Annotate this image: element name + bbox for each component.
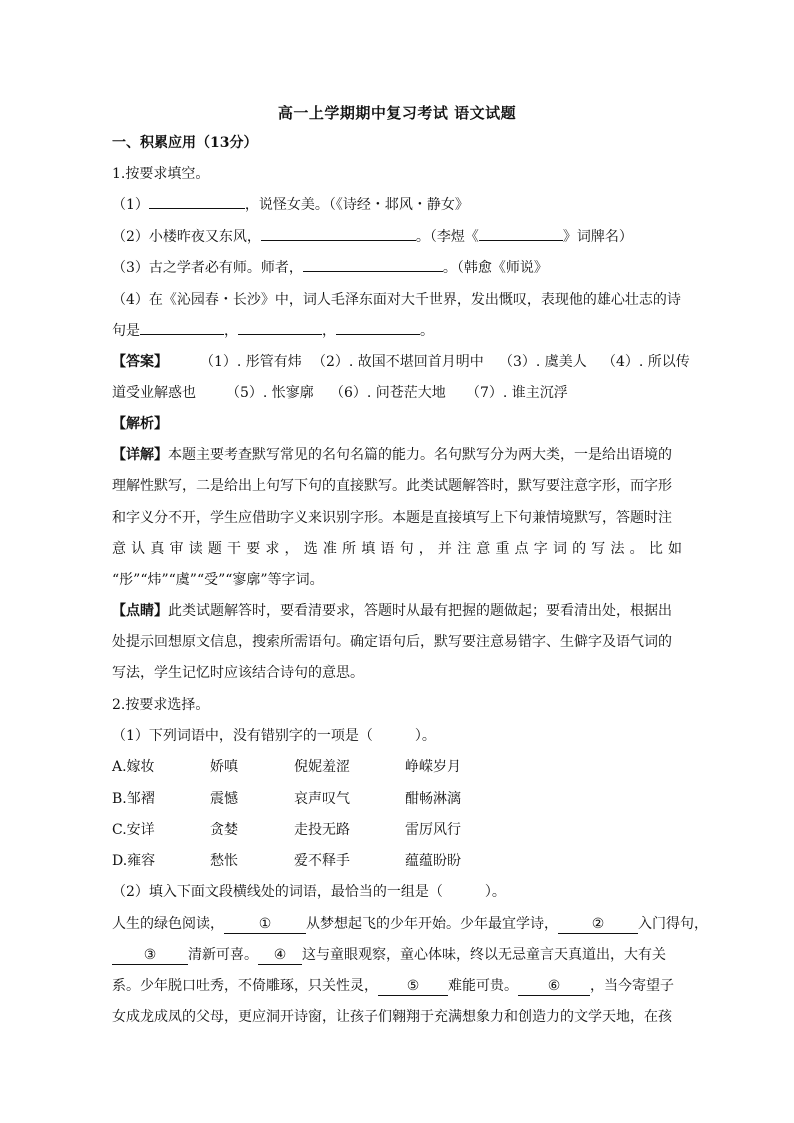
tip-label: 【点睛】 [112,603,168,619]
q1-stem: 1.按要求填空。 [112,166,210,182]
passage-blank-3[interactable]: ③ [112,946,188,965]
passage-blank-6[interactable]: ⑥ [518,977,590,996]
option-b-word: 酣畅淋漓 [405,791,461,807]
passage-text: 难能可贵。 [448,978,518,994]
answer-blank[interactable] [238,320,322,335]
answer-blank[interactable] [479,226,563,241]
detail-line-1 [112,444,672,466]
option-a-word: 峥嵘岁月 [405,759,461,775]
q1-line-4b [112,320,434,342]
q2-stem: 2.按要求选择。 [112,697,210,713]
q1-line-3 [112,257,548,279]
analysis-label: 【解析】 [112,416,168,432]
answer-item: （4）. 所以传 [602,354,690,370]
answer-blank[interactable] [140,320,224,335]
option-c-label[interactable]: C.安详 [112,822,155,838]
answer-item: （3）. 虞美人 [499,354,587,370]
option-a-label[interactable]: A.嫁妆 [112,759,155,775]
answer-item: （5）. 怅寥廓 [226,385,314,401]
answer-blank[interactable] [149,194,245,209]
passage-text: 清新可喜。 [188,947,258,963]
exam-title: 高一上学期期中复习考试 语文试题 [277,104,517,122]
option-b-label[interactable]: B.邹褶 [112,791,155,807]
period: 。 [420,323,434,339]
passage-text: 从梦想起飞的少年开始。少年最宜学诗， [306,916,558,932]
q2-sub2: （2）填入下面文段横线处的词语，最恰当的一组是（ ）。 [112,884,506,900]
option-c-word: 雷厉风行 [405,822,461,838]
answer-blank[interactable] [261,226,416,241]
q1-line-2-tail: 》词牌名） [562,229,633,245]
detail-label: 【详解】 [112,447,168,463]
q1-line-4: （4）在《沁园春・长沙》中，词人毛泽东面对大千世界，发出慨叹，表现他的雄心壮志的诗 [112,292,681,308]
passage-text: 这与童眼观察，童心体味，终以无忌童言天真道出，大有关 [302,947,666,963]
passage-text: 系。少年脱口吐秀，不倚雕琢，只关性灵， [112,978,378,994]
q1-line-2-head: （2）小楼昨夜又东风， [112,229,261,245]
passage-text: 人生的绿色阅读， [112,916,224,932]
passage-blank-4[interactable]: ④ [258,946,302,965]
tip-line-1 [112,600,672,622]
q1-line-1-num: （1） [112,197,149,213]
detail-line-3: 和字义分不开，学生应借助字义来识别字形。本题是直接填写上下句兼情境默写，答题时注 [112,510,672,526]
tip-line-3: 写法，学生记忆时应该结合诗句的意思。 [112,665,364,681]
q1-line-4b-head: 句是 [112,323,140,339]
detail-text: 本题主要考查默写常见的名句名篇的能力。名句默写分为两大类，一是给出语境的 [168,447,672,463]
option-d-label[interactable]: D.雍容 [112,853,156,869]
q1-line-3-tail: 。（韩愈《师说》 [442,260,548,276]
passage-blank-5[interactable]: ⑤ [378,977,448,996]
passage-blank-2[interactable]: ② [558,915,638,934]
detail-line-2: 理解性默写，二是给出上句写下句的直接默写。此类试题解答时，默写要注意字形，而字形 [112,478,672,494]
q2-sub1: （1）下列词语中，没有错别字的一项是（ ）。 [112,728,436,744]
option-a-word: 倪妮羞涩 [294,759,350,775]
option-a-word: 娇嗔 [210,759,238,775]
q1-line-1 [112,194,469,216]
answer-item: （2）. 故国不堪回首月明中 [312,354,484,370]
tip-text: 此类试题解答时，要看清要求，答题时从最有把握的题做起；要看清出处，根据出 [168,603,672,619]
option-d-word: 蕴蕴盼盼 [405,853,461,869]
answer-blank[interactable] [303,257,443,272]
q1-line-3-head: （3）古之学者必有师。师者， [112,260,303,276]
passage-line-2 [112,944,666,966]
passage-text: 入门得句， [638,916,708,932]
answer-item: （7）. 谁主沉浮 [466,385,568,401]
answer-blank[interactable] [336,320,420,335]
option-c-word: 贪婪 [210,822,238,838]
comma: ， [322,323,336,339]
answer-item: （6）. 问苍茫大地 [330,385,446,401]
detail-line-5: “彤”“炜”“虞”“受”“寥廓”等字词。 [112,572,324,588]
option-c-word: 走投无路 [294,822,350,838]
q1-line-2-mid: 。（李煜《 [415,229,479,245]
answer-item: （1）. 彤管有炜 [200,354,302,370]
q1-line-2 [112,226,633,248]
detail-line-4: 意认真审读题干要求，选准所填语句，并注意重点字词的写法。比如 [112,541,682,557]
option-b-word: 哀声叹气 [294,791,350,807]
option-b-word: 震憾 [210,791,238,807]
passage-line-1 [112,913,708,935]
passage-text: ，当今寄望子 [590,978,674,994]
section-heading: 一、积累应用（13分） [112,135,258,151]
answer-item: 道受业解惑也 [112,385,196,401]
option-d-word: 爱不释手 [294,853,350,869]
q1-line-1-tail: ，说怪女美。（《诗经・邶风・静女》 [244,197,469,213]
answer-label: 【答案】 [112,354,168,370]
passage-line-4: 女成龙成凤的父母，更应洞开诗窗，让孩子们翱翔于充满想象力和创造力的文学天地，在孩 [112,1009,672,1025]
comma: ， [224,323,238,339]
passage-blank-1[interactable]: ① [224,915,306,934]
passage-line-3 [112,975,674,997]
tip-line-2: 处提示回想原文信息，搜索所需语句。确定语句后，默写要注意易错字、生僻字及语气词的 [112,634,672,650]
option-d-word: 愁怅 [210,853,238,869]
